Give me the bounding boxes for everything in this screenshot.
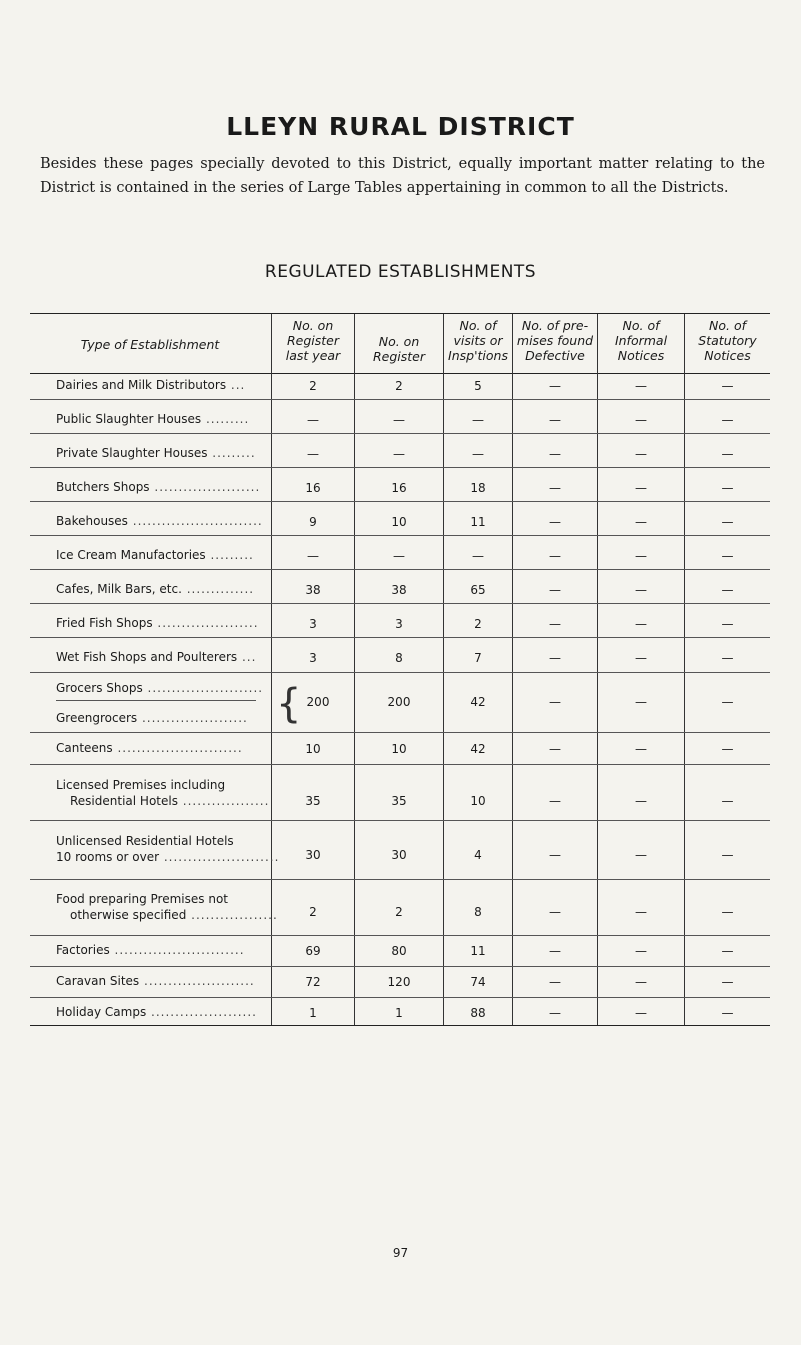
cell-reg-last: — bbox=[307, 549, 319, 563]
row-label: Public Slaughter Houses ......... bbox=[56, 412, 250, 426]
cell-statutory: — bbox=[721, 1006, 734, 1020]
cell-statutory: — bbox=[721, 975, 734, 989]
intro-paragraph: Besides these pages specially devoted to this District, equally important matter relating to the District is contained in the series of Large Tables appertaining in common to all the Districts. bbox=[40, 156, 765, 196]
row-label: Butchers Shops ...................... bbox=[56, 480, 261, 494]
cell-informal: — bbox=[635, 379, 647, 393]
cell-reg: 8 bbox=[395, 651, 403, 665]
cell-informal: — bbox=[635, 617, 647, 631]
cell-reg-last: — bbox=[307, 413, 319, 427]
cell-visits: 42 bbox=[470, 695, 486, 709]
row-label: Factories ........................... bbox=[56, 943, 245, 957]
cell-reg-last: 200 bbox=[306, 695, 330, 709]
cell-reg: 16 bbox=[391, 481, 407, 495]
row-label: Wet Fish Shops and Poulterers ... bbox=[56, 650, 257, 664]
cell-defective: — bbox=[549, 695, 561, 709]
cell-reg-last: 30 bbox=[305, 848, 321, 862]
cell-defective: — bbox=[549, 515, 561, 529]
cell-reg-last: 3 bbox=[309, 651, 317, 665]
cell-defective: — bbox=[549, 742, 561, 756]
header-defective: No. of pre- mises found Defective bbox=[516, 318, 594, 363]
row-label: Greengrocers ...................... bbox=[56, 711, 248, 725]
page-title: LLEYN RURAL DISTRICT bbox=[226, 112, 575, 141]
cell-reg: 30 bbox=[391, 848, 407, 862]
cell-informal: — bbox=[635, 549, 647, 563]
cell-reg: 10 bbox=[391, 515, 407, 529]
row-rule bbox=[30, 820, 770, 821]
cell-informal: — bbox=[635, 413, 647, 427]
cell-statutory: — bbox=[721, 742, 734, 756]
cell-informal: — bbox=[635, 944, 647, 958]
cell-statutory: — bbox=[721, 944, 734, 958]
row-rule bbox=[30, 569, 770, 570]
row-label: Canteens .......................... bbox=[56, 741, 243, 755]
cell-informal: — bbox=[635, 905, 647, 919]
cell-statutory: — bbox=[721, 481, 734, 495]
cell-visits: 11 bbox=[470, 944, 486, 958]
row-label: Ice Cream Manufactories ......... bbox=[56, 548, 254, 562]
cell-reg: 120 bbox=[387, 975, 411, 989]
row-rule bbox=[30, 433, 770, 434]
cell-reg: 35 bbox=[391, 794, 407, 808]
cell-informal: — bbox=[635, 742, 647, 756]
cell-defective: — bbox=[549, 481, 561, 495]
row-rule bbox=[30, 764, 770, 765]
row-label: Caravan Sites ....................... bbox=[56, 974, 255, 988]
cell-reg-last: 69 bbox=[305, 944, 321, 958]
cell-visits: 10 bbox=[470, 794, 486, 808]
row-rule bbox=[30, 603, 770, 604]
cell-reg: 200 bbox=[387, 695, 411, 709]
cell-reg: 38 bbox=[391, 583, 407, 597]
cell-defective: — bbox=[549, 944, 561, 958]
cell-informal: — bbox=[635, 447, 647, 461]
cell-reg-last: 2 bbox=[309, 905, 317, 919]
row-label: Food preparing Premises not bbox=[56, 892, 228, 906]
cell-reg: 2 bbox=[395, 905, 403, 919]
header-visits: No. of visits or Insp'tions bbox=[448, 318, 508, 363]
cell-statutory: — bbox=[721, 905, 734, 919]
cell-reg-last: 38 bbox=[305, 583, 321, 597]
table-bottom-rule bbox=[30, 1025, 770, 1026]
row-rule bbox=[30, 997, 770, 998]
cell-visits: 11 bbox=[470, 515, 486, 529]
cell-defective: — bbox=[549, 975, 561, 989]
cell-defective: — bbox=[549, 1006, 561, 1020]
cell-statutory: — bbox=[721, 617, 734, 631]
cell-defective: — bbox=[549, 549, 561, 563]
cell-statutory: — bbox=[721, 695, 734, 709]
table-title: REGULATED ESTABLISHMENTS bbox=[264, 262, 537, 282]
cell-statutory: — bbox=[721, 515, 734, 529]
header-type: Type of Establishment bbox=[80, 337, 220, 352]
header-register: No. on Register bbox=[372, 334, 426, 364]
row-label-cont: 10 rooms or over ........................ bbox=[56, 850, 280, 864]
cell-statutory: — bbox=[721, 447, 734, 461]
cell-reg-last: 3 bbox=[309, 617, 317, 631]
row-label: Bakehouses ........................... bbox=[56, 514, 263, 528]
row-label: Fried Fish Shops ..................... bbox=[56, 616, 259, 630]
brace-icon: { bbox=[276, 681, 302, 727]
cell-defective: — bbox=[549, 848, 561, 862]
cell-visits: 88 bbox=[470, 1006, 486, 1020]
cell-reg: — bbox=[393, 447, 405, 461]
cell-statutory: — bbox=[721, 848, 734, 862]
cell-statutory: — bbox=[721, 379, 734, 393]
cell-defective: — bbox=[549, 583, 561, 597]
cell-reg-last: 1 bbox=[309, 1006, 317, 1020]
cell-informal: — bbox=[635, 848, 647, 862]
cell-visits: 18 bbox=[470, 481, 486, 495]
row-label: Unlicensed Residential Hotels bbox=[56, 834, 234, 848]
cell-visits: — bbox=[472, 447, 484, 461]
cell-informal: — bbox=[635, 794, 647, 808]
cell-statutory: — bbox=[721, 794, 734, 808]
header-statutory-notices: No. of Statutory Notices bbox=[698, 318, 757, 363]
cell-reg: 10 bbox=[391, 742, 407, 756]
cell-visits: 74 bbox=[470, 975, 486, 989]
cell-visits: 7 bbox=[474, 651, 482, 665]
sub-row-rule bbox=[56, 700, 256, 701]
cell-visits: — bbox=[472, 549, 484, 563]
cell-visits: 2 bbox=[474, 617, 482, 631]
cell-reg-last: — bbox=[307, 447, 319, 461]
cell-statutory: — bbox=[721, 549, 734, 563]
cell-visits: 5 bbox=[474, 379, 482, 393]
page-number: 97 bbox=[392, 1246, 409, 1260]
row-rule bbox=[30, 732, 770, 733]
cell-visits: — bbox=[472, 413, 484, 427]
cell-informal: — bbox=[635, 481, 647, 495]
header-informal-notices: No. of Informal Notices bbox=[614, 318, 668, 363]
cell-reg-last: 35 bbox=[305, 794, 321, 808]
row-rule bbox=[30, 535, 770, 536]
cell-informal: — bbox=[635, 651, 647, 665]
cell-visits: 42 bbox=[470, 742, 486, 756]
cell-reg: — bbox=[393, 413, 405, 427]
cell-reg: 3 bbox=[395, 617, 403, 631]
cell-reg: 80 bbox=[391, 944, 407, 958]
row-rule bbox=[30, 399, 770, 400]
cell-reg: — bbox=[393, 549, 405, 563]
cell-statutory: — bbox=[721, 583, 734, 597]
cell-defective: — bbox=[549, 413, 561, 427]
row-label-cont: Residential Hotels .................. bbox=[70, 794, 270, 808]
cell-defective: — bbox=[549, 447, 561, 461]
cell-informal: — bbox=[635, 515, 647, 529]
row-label: Dairies and Milk Distributors ... bbox=[56, 378, 246, 392]
header-register-last-year: No. on Register last year bbox=[285, 318, 341, 363]
cell-reg-last: 2 bbox=[309, 379, 317, 393]
row-label: Holiday Camps ...................... bbox=[56, 1005, 257, 1019]
row-rule bbox=[30, 935, 770, 936]
cell-reg-last: 9 bbox=[309, 515, 317, 529]
cell-defective: — bbox=[549, 794, 561, 808]
row-label: Cafes, Milk Bars, etc. .............. bbox=[56, 582, 255, 596]
cell-defective: — bbox=[549, 379, 561, 393]
row-rule bbox=[30, 501, 770, 502]
row-label: Private Slaughter Houses ......... bbox=[56, 446, 256, 460]
cell-visits: 65 bbox=[470, 583, 486, 597]
cell-visits: 8 bbox=[474, 905, 482, 919]
row-label: Licensed Premises including bbox=[56, 778, 226, 792]
cell-reg: 2 bbox=[395, 379, 403, 393]
cell-defective: — bbox=[549, 651, 561, 665]
row-rule bbox=[30, 879, 770, 880]
cell-reg-last: 16 bbox=[305, 481, 321, 495]
row-rule bbox=[30, 467, 770, 468]
cell-statutory: — bbox=[721, 651, 734, 665]
table-top-rule bbox=[30, 313, 770, 314]
cell-informal: — bbox=[635, 1006, 647, 1020]
row-label-cont: otherwise specified .................. bbox=[70, 908, 278, 922]
cell-informal: — bbox=[635, 583, 647, 597]
row-label: Grocers Shops ........................ bbox=[56, 681, 264, 695]
cell-defective: — bbox=[549, 905, 561, 919]
cell-reg: 1 bbox=[395, 1006, 403, 1020]
cell-informal: — bbox=[635, 695, 647, 709]
row-rule bbox=[30, 637, 770, 638]
cell-reg-last: 72 bbox=[305, 975, 321, 989]
cell-reg-last: 10 bbox=[305, 742, 321, 756]
row-rule bbox=[30, 966, 770, 967]
cell-visits: 4 bbox=[474, 848, 482, 862]
cell-statutory: — bbox=[721, 413, 734, 427]
cell-informal: — bbox=[635, 975, 647, 989]
cell-defective: — bbox=[549, 617, 561, 631]
